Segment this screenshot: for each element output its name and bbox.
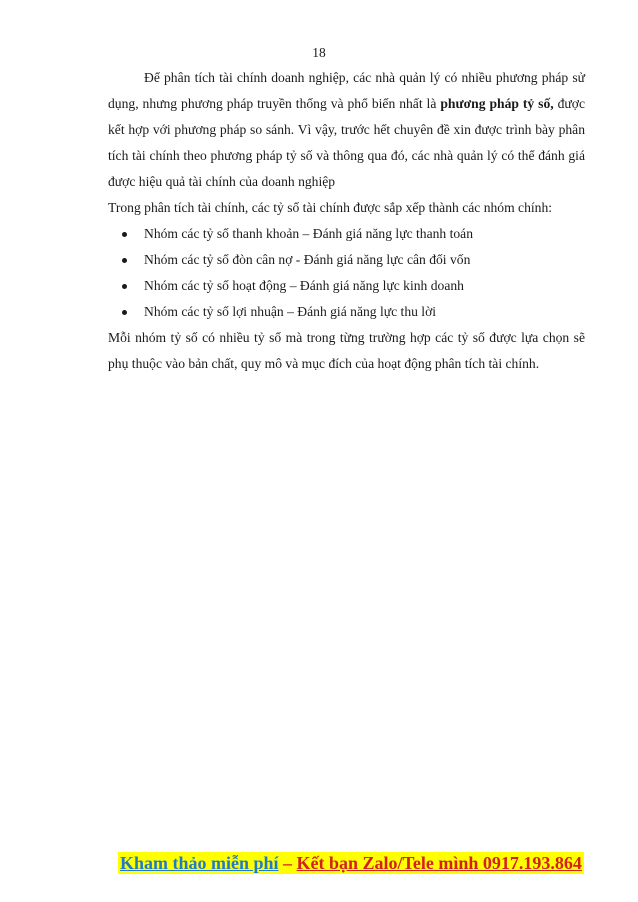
free-reference-link[interactable]: Kham thảo miễn phí [120, 853, 279, 873]
intro-bold-term: phương pháp tỷ số, [440, 96, 554, 111]
list-item-text: Nhóm các tỷ số lợi nhuận – Đánh giá năng lực thu lời [144, 304, 437, 319]
intro-text-start: Để phân tích tài chính doanh nghiệp, các nhà quản lý có nhiều phương pháp sử dụng, nhưng phương pháp truyền thống và phổ biến nhất là [108, 70, 585, 111]
closing-paragraph: Mỗi nhóm tỷ số có nhiều tỷ số mà trong từng trường hợp các tỷ số được lựa chọn sẽ phụ thuộc vào bản chất, quy mô và mục đích của hoạt động phân tích tài chính. [108, 330, 585, 371]
bullet-icon [122, 258, 127, 263]
footer-separator: – [278, 853, 297, 873]
bullet-icon [122, 310, 127, 315]
footer-banner [118, 852, 584, 874]
list-item-text: Nhóm các tỷ số đòn cân nợ - Đánh giá năng lực cân đối vốn [144, 252, 471, 267]
bullet-icon [122, 284, 127, 289]
page-number: 18 [312, 45, 326, 60]
groups-intro-paragraph: Trong phân tích tài chính, các tỷ số tài chính được sắp xếp thành các nhóm chính: [108, 200, 553, 215]
list-item [108, 273, 585, 299]
contact-zalo-link[interactable]: Kết bạn Zalo/Tele mình 0917.193.864 [296, 853, 582, 873]
list-item-text: Nhóm các tỷ số hoạt động – Đánh giá năng lực kinh doanh [144, 278, 464, 293]
intro-paragraph [108, 65, 585, 195]
bullet-icon [122, 232, 127, 237]
body-text [108, 65, 585, 377]
list-item [108, 299, 585, 325]
list-item [108, 247, 585, 273]
intro-text-end: được kết hợp với phương pháp so sánh. Vì vậy, trước hết chuyên đề xin được trình bày phân tích tài chính theo phương pháp tỷ số và thông qua đó, các nhà quản lý có thể đánh giá được hiệu quả tài chính của doanh nghiệp [108, 96, 585, 189]
ratio-groups-list [108, 221, 585, 325]
list-item [108, 221, 585, 247]
list-item-text: Nhóm các tỷ số thanh khoản – Đánh giá năng lực thanh toán [144, 226, 474, 241]
